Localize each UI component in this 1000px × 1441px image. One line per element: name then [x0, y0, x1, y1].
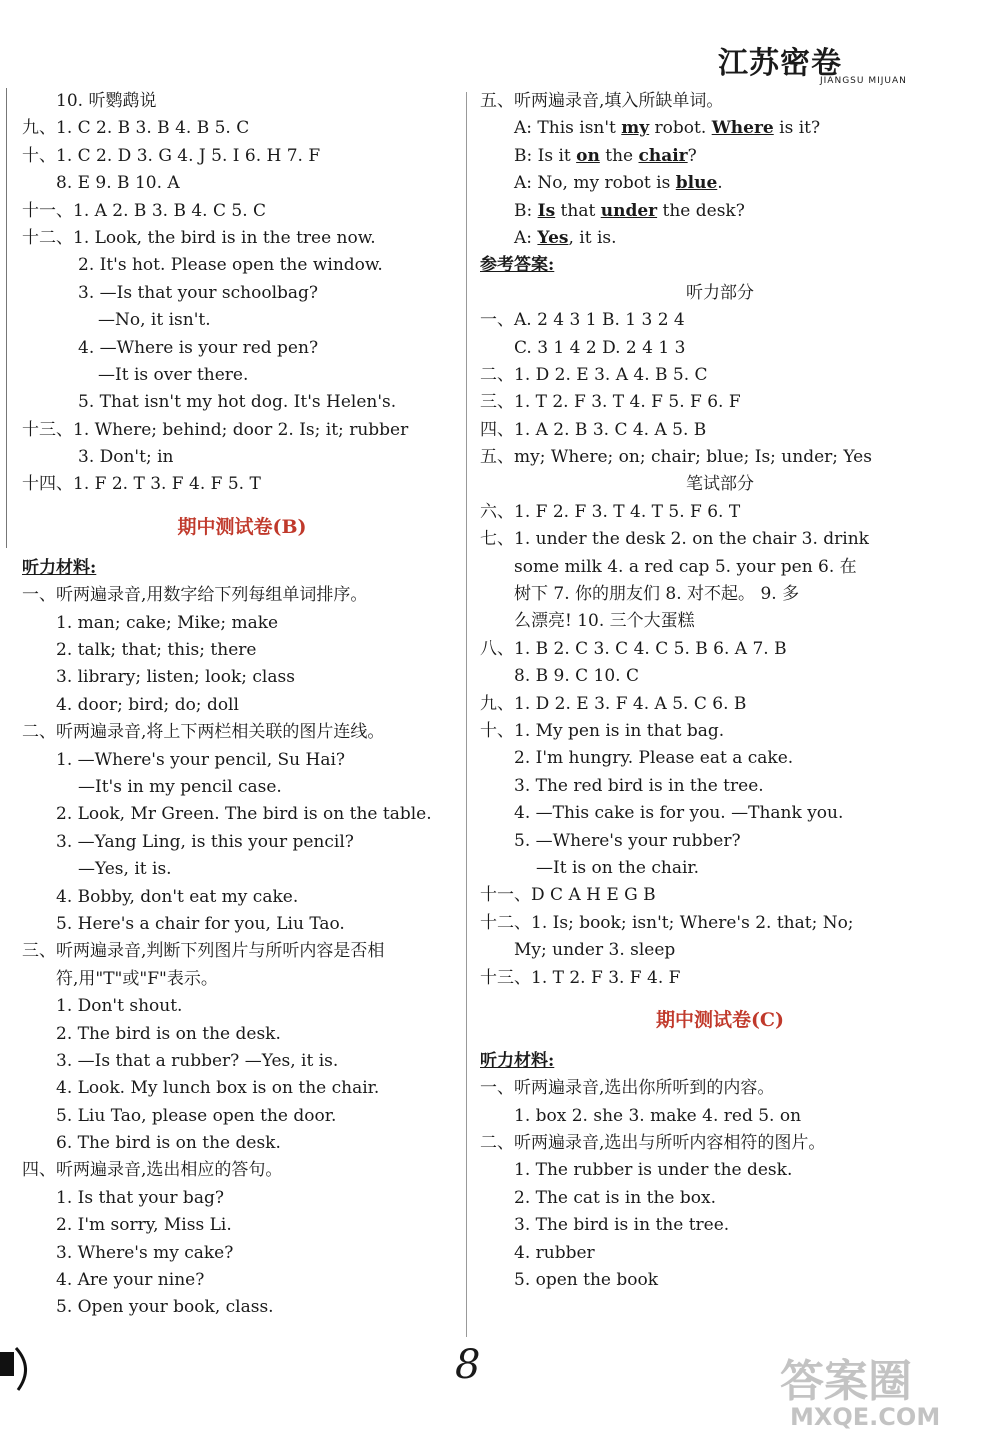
answer-line: 三、1. T 2. F 3. T 4. F 5. F 6. F — [480, 392, 741, 413]
watermark-logo: 答案圈 MXQE.COM — [780, 1356, 941, 1431]
question-heading: 三、听两遍录音,判断下列图片与所听内容是否相 — [22, 941, 385, 962]
answer-line: 二、1. D 2. E 3. A 4. B 5. C — [480, 364, 708, 385]
question-line: 1. —Where's your pencil, Su Hai? — [56, 749, 346, 770]
question-heading: 一、听两遍录音,用数字给下列每组单词排序。 — [22, 585, 368, 606]
question-heading: 四、听两遍录音,选出相应的答句。 — [22, 1160, 283, 1181]
question-line: —Yes, it is. — [78, 859, 172, 880]
question-line: 4. door; bird; do; doll — [56, 694, 239, 715]
answer-line: 4. —Where is your red pen? — [78, 337, 319, 358]
answer-line: 5. That isn't my hot dog. It's Helen's. — [78, 392, 397, 413]
section-title: 期中测试卷(C) — [655, 1008, 785, 1031]
answer-line: 3. —Is that your schoolbag? — [78, 282, 319, 303]
left-column — [22, 88, 462, 1322]
question-line: 1. Don't shout. — [56, 996, 183, 1017]
question-line: 6. The bird is on the desk. — [56, 1133, 281, 1154]
question-line: 3. —Is that a rubber? —Yes, it is. — [56, 1050, 339, 1071]
brand-logo — [718, 24, 928, 84]
page-number: 8 — [455, 1342, 481, 1388]
brand-title: 江苏密卷 — [718, 46, 842, 81]
answer-line: 五、my; Where; on; chair; blue; Is; under; Yes — [480, 447, 872, 468]
filled-word: on — [576, 145, 600, 166]
answer-line: 十二、1. Is; book; isn't; Where's 2. that; No; — [480, 912, 854, 933]
question-line: 5. open the book — [514, 1270, 659, 1291]
question-heading: 二、听两遍录音,将上下两栏相关联的图片连线。 — [22, 722, 385, 743]
column-divider — [466, 92, 467, 1337]
answer-line: 3. Don't; in — [78, 447, 174, 468]
section-title: 期中测试卷(B) — [177, 515, 307, 538]
answer-line: —It is over there. — [98, 364, 249, 385]
question-line: 1. Is that your bag? — [56, 1187, 224, 1208]
dialog-line: A: This isn't my robot. Where is it? — [514, 118, 821, 139]
question-line: 3. —Yang Ling, is this your pencil? — [56, 831, 354, 852]
filled-word: Yes — [537, 227, 569, 248]
answer-line: 十四、1. F 2. T 3. F 4. F 5. T — [22, 474, 261, 495]
question-line: 2. The bird is on the desk. — [56, 1023, 281, 1044]
question-heading-cont: 符,用"T"或"F"表示。 — [56, 968, 218, 989]
question-line: 5. Open your book, class. — [56, 1297, 274, 1318]
filled-word: blue — [675, 173, 718, 194]
answer-line: 十三、1. Where; behind; door 2. Is; it; rubber — [22, 419, 409, 440]
answer-line: 5. —Where's your rubber? — [514, 830, 741, 851]
dialog-line: A: Yes, it is. — [514, 227, 617, 248]
answer-line: 么漂亮! 10. 三个大蛋糕 — [514, 611, 695, 632]
question-line: 2. Look, Mr Green. The bird is on the table. — [56, 804, 432, 825]
answer-line: C. 3 1 4 2 D. 2 4 1 3 — [514, 337, 686, 358]
part-heading: 笔试部分 — [686, 474, 754, 495]
answer-line: 一、A. 2 4 3 1 B. 1 3 2 4 — [480, 310, 685, 331]
question-line: 5. Here's a chair for you, Liu Tao. — [56, 913, 345, 934]
answer-line: 树下 7. 你的朋友们 8. 对不起。 9. 多 — [514, 584, 800, 605]
answer-line: —It is on the chair. — [536, 857, 700, 878]
question-line: 2. talk; that; this; there — [56, 640, 257, 661]
listening-heading: 听力材料: — [22, 557, 97, 578]
answer-line: 四、1. A 2. B 3. C 4. A 5. B — [480, 419, 707, 440]
question-line: —It's in my pencil case. — [78, 776, 282, 797]
question-heading: 二、听两遍录音,选出与所听内容相符的图片。 — [480, 1133, 826, 1154]
question-line: 3. Where's my cake? — [56, 1242, 234, 1263]
question-line: 1. The rubber is under the desk. — [514, 1160, 793, 1181]
answer-line: 六、1. F 2. F 3. T 4. T 5. F 6. T — [480, 501, 741, 522]
answer-line: 10. 听鹦鹉说 — [56, 91, 157, 111]
filled-word: Where — [711, 118, 774, 139]
answer-line: 4. —This cake is for you. —Thank you. — [514, 803, 844, 824]
filled-word: Is — [537, 200, 556, 221]
question-line: 5. Liu Tao, please open the door. — [56, 1105, 337, 1126]
question-line: 2. The cat is in the box. — [514, 1187, 716, 1208]
question-heading: 一、听两遍录音,选出你所听到的内容。 — [480, 1078, 775, 1099]
answer-line: 2. It's hot. Please open the window. — [78, 255, 383, 276]
answers-heading: 参考答案: — [480, 255, 555, 276]
filled-word: chair — [638, 145, 688, 166]
question-line: 1. box 2. she 3. make 4. red 5. on — [514, 1105, 802, 1126]
answer-line: 8. B 9. C 10. C — [514, 666, 640, 687]
answer-line: 十二、1. Look, the bird is in the tree now. — [22, 227, 376, 248]
answer-line: —No, it isn't. — [98, 310, 211, 331]
dialog-line: B: Is that under the desk? — [514, 200, 745, 221]
question-line: 3. The bird is in the tree. — [514, 1215, 730, 1236]
answer-line: My; under 3. sleep — [514, 940, 676, 961]
page-corner-mark — [0, 1338, 40, 1398]
question-line: 4. Look. My lunch box is on the chair. — [56, 1078, 380, 1099]
question-line: 3. library; listen; look; class — [56, 667, 295, 688]
question-heading: 五、听两遍录音,填入所缺单词。 — [480, 91, 724, 111]
listening-heading: 听力材料: — [480, 1050, 555, 1071]
margin-rule — [6, 88, 7, 548]
answer-line: 十一、D C A H E G B — [480, 885, 656, 906]
answer-line: 九、1. C 2. B 3. B 4. B 5. C — [22, 118, 250, 139]
answer-line: 十、1. My pen is in that bag. — [480, 720, 725, 741]
answer-line: 十、1. C 2. D 3. G 4. J 5. I 6. H 7. F — [22, 145, 321, 166]
question-line: 4. rubber — [514, 1242, 595, 1263]
answer-line: 九、1. D 2. E 3. F 4. A 5. C 6. B — [480, 693, 747, 714]
answer-line: 8. E 9. B 10. A — [56, 173, 180, 194]
filled-word: under — [600, 200, 658, 221]
question-line: 2. I'm sorry, Miss Li. — [56, 1215, 232, 1236]
answer-line: some milk 4. a red cap 5. your pen 6. 在 — [514, 556, 857, 577]
filled-word: my — [621, 118, 650, 139]
answer-line: 2. I'm hungry. Please eat a cake. — [514, 748, 794, 769]
question-line: 4. Are your nine? — [56, 1270, 205, 1291]
answer-line: 七、1. under the desk 2. on the chair 3. drink — [480, 529, 869, 550]
question-line: 4. Bobby, don't eat my cake. — [56, 886, 299, 907]
right-column — [480, 88, 960, 1294]
dialog-line: A: No, my robot is blue. — [514, 173, 723, 194]
answer-line: 八、1. B 2. C 3. C 4. C 5. B 6. A 7. B — [480, 638, 787, 659]
part-heading: 听力部分 — [686, 282, 754, 303]
answer-line: 十一、1. A 2. B 3. B 4. C 5. C — [22, 200, 267, 221]
brand-subtitle: JIANGSU MIJUAN — [820, 76, 907, 86]
answer-line: 3. The red bird is in the tree. — [514, 775, 764, 796]
question-line: 1. man; cake; Mike; make — [56, 612, 279, 633]
dialog-line: B: Is it on the chair? — [514, 145, 697, 166]
answer-line: 十三、1. T 2. F 3. F 4. F — [480, 967, 681, 988]
